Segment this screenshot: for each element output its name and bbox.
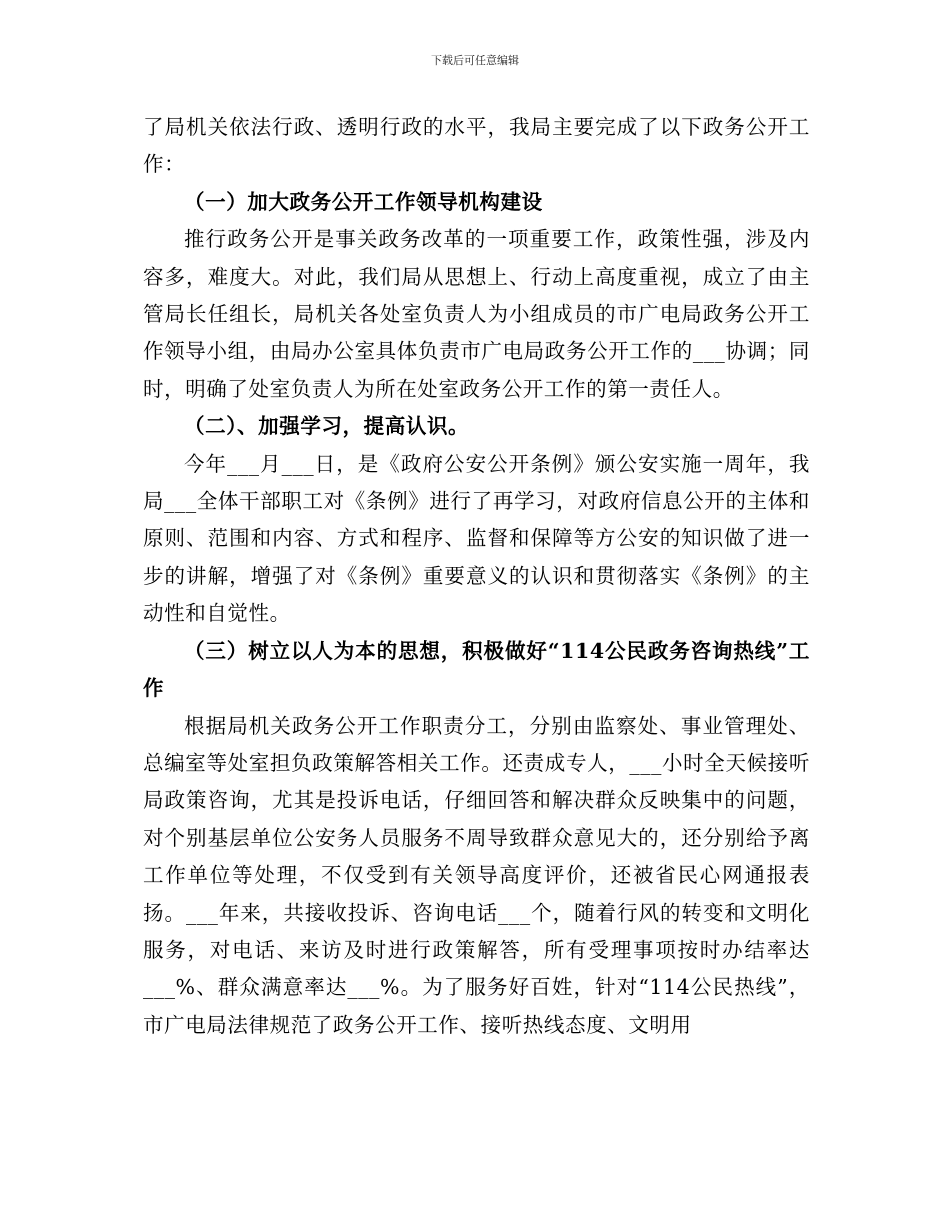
paragraph-section-2: 今年___月___日，是《政府公安公开条例》颁公安实施一周年，我局___全体干部职工对《条例》进行了再学习，对政府信息公开的主体和原则、范围和内容、方式和程序、监督和保障等方公安的知识做了进一步的讲解，增强了对《条例》重要意义的认识和贯彻落实《条例》的主动性和自觉性。 bbox=[143, 451, 810, 626]
paragraph-continuation: 了局机关依法行政、透明行政的水平，我局主要完成了以下政务公开工作： bbox=[143, 115, 810, 177]
page-header-note: 下载后可任意编辑 bbox=[431, 54, 519, 67]
paragraph-section-3: 根据局机关政务公开工作职责分工，分别由监察处、事业管理处、总编室等处室担负政策解答相关工作。还责成专人，___小时全天候接听局政策咨询，尤其是投诉电话，仔细回答和解决群众反映集中的问题，对个别基层单位公安务人员服务不周导致群众意见大的，还分别给予离工作单位等处理，不仅受到有关领导高度评价，还被省民心网通报表扬。___年来，共接收投诉、咨询电话___个，随着行风的转变和文明化服务，对电话、来访及时进行政策解答，所有受理事项按时办结率达___%、群众满意率达___%。为了服务好百姓，针对“114公民热线”，市广电局法律规范了政务公开工作、接听热线态度、文明用 bbox=[143, 713, 810, 1037]
section-heading-1: （一）加大政务公开工作领导机构建设 bbox=[184, 189, 543, 214]
document-body bbox=[143, 109, 810, 1044]
section-heading-2: （二）、加强学习，提高认识。 bbox=[184, 414, 470, 439]
paragraph-section-1: 推行政务公开是事关政务改革的一项重要工作，政策性强，涉及内容多，难度大。对此，我们局从思想上、行动上高度重视，成立了由主管局长任组长，局机关各处室负责人为小组成员的市广电局政务公开工作领导小组，由局办公室具体负责市广电局政务公开工作的___协调；同时，明确了处室负责人为所在处室政务公开工作的第一责任人。 bbox=[143, 227, 810, 401]
section-heading-3: （三）树立以人为本的思想，积极做好“114公民政务咨询热线”工作 bbox=[143, 638, 810, 701]
